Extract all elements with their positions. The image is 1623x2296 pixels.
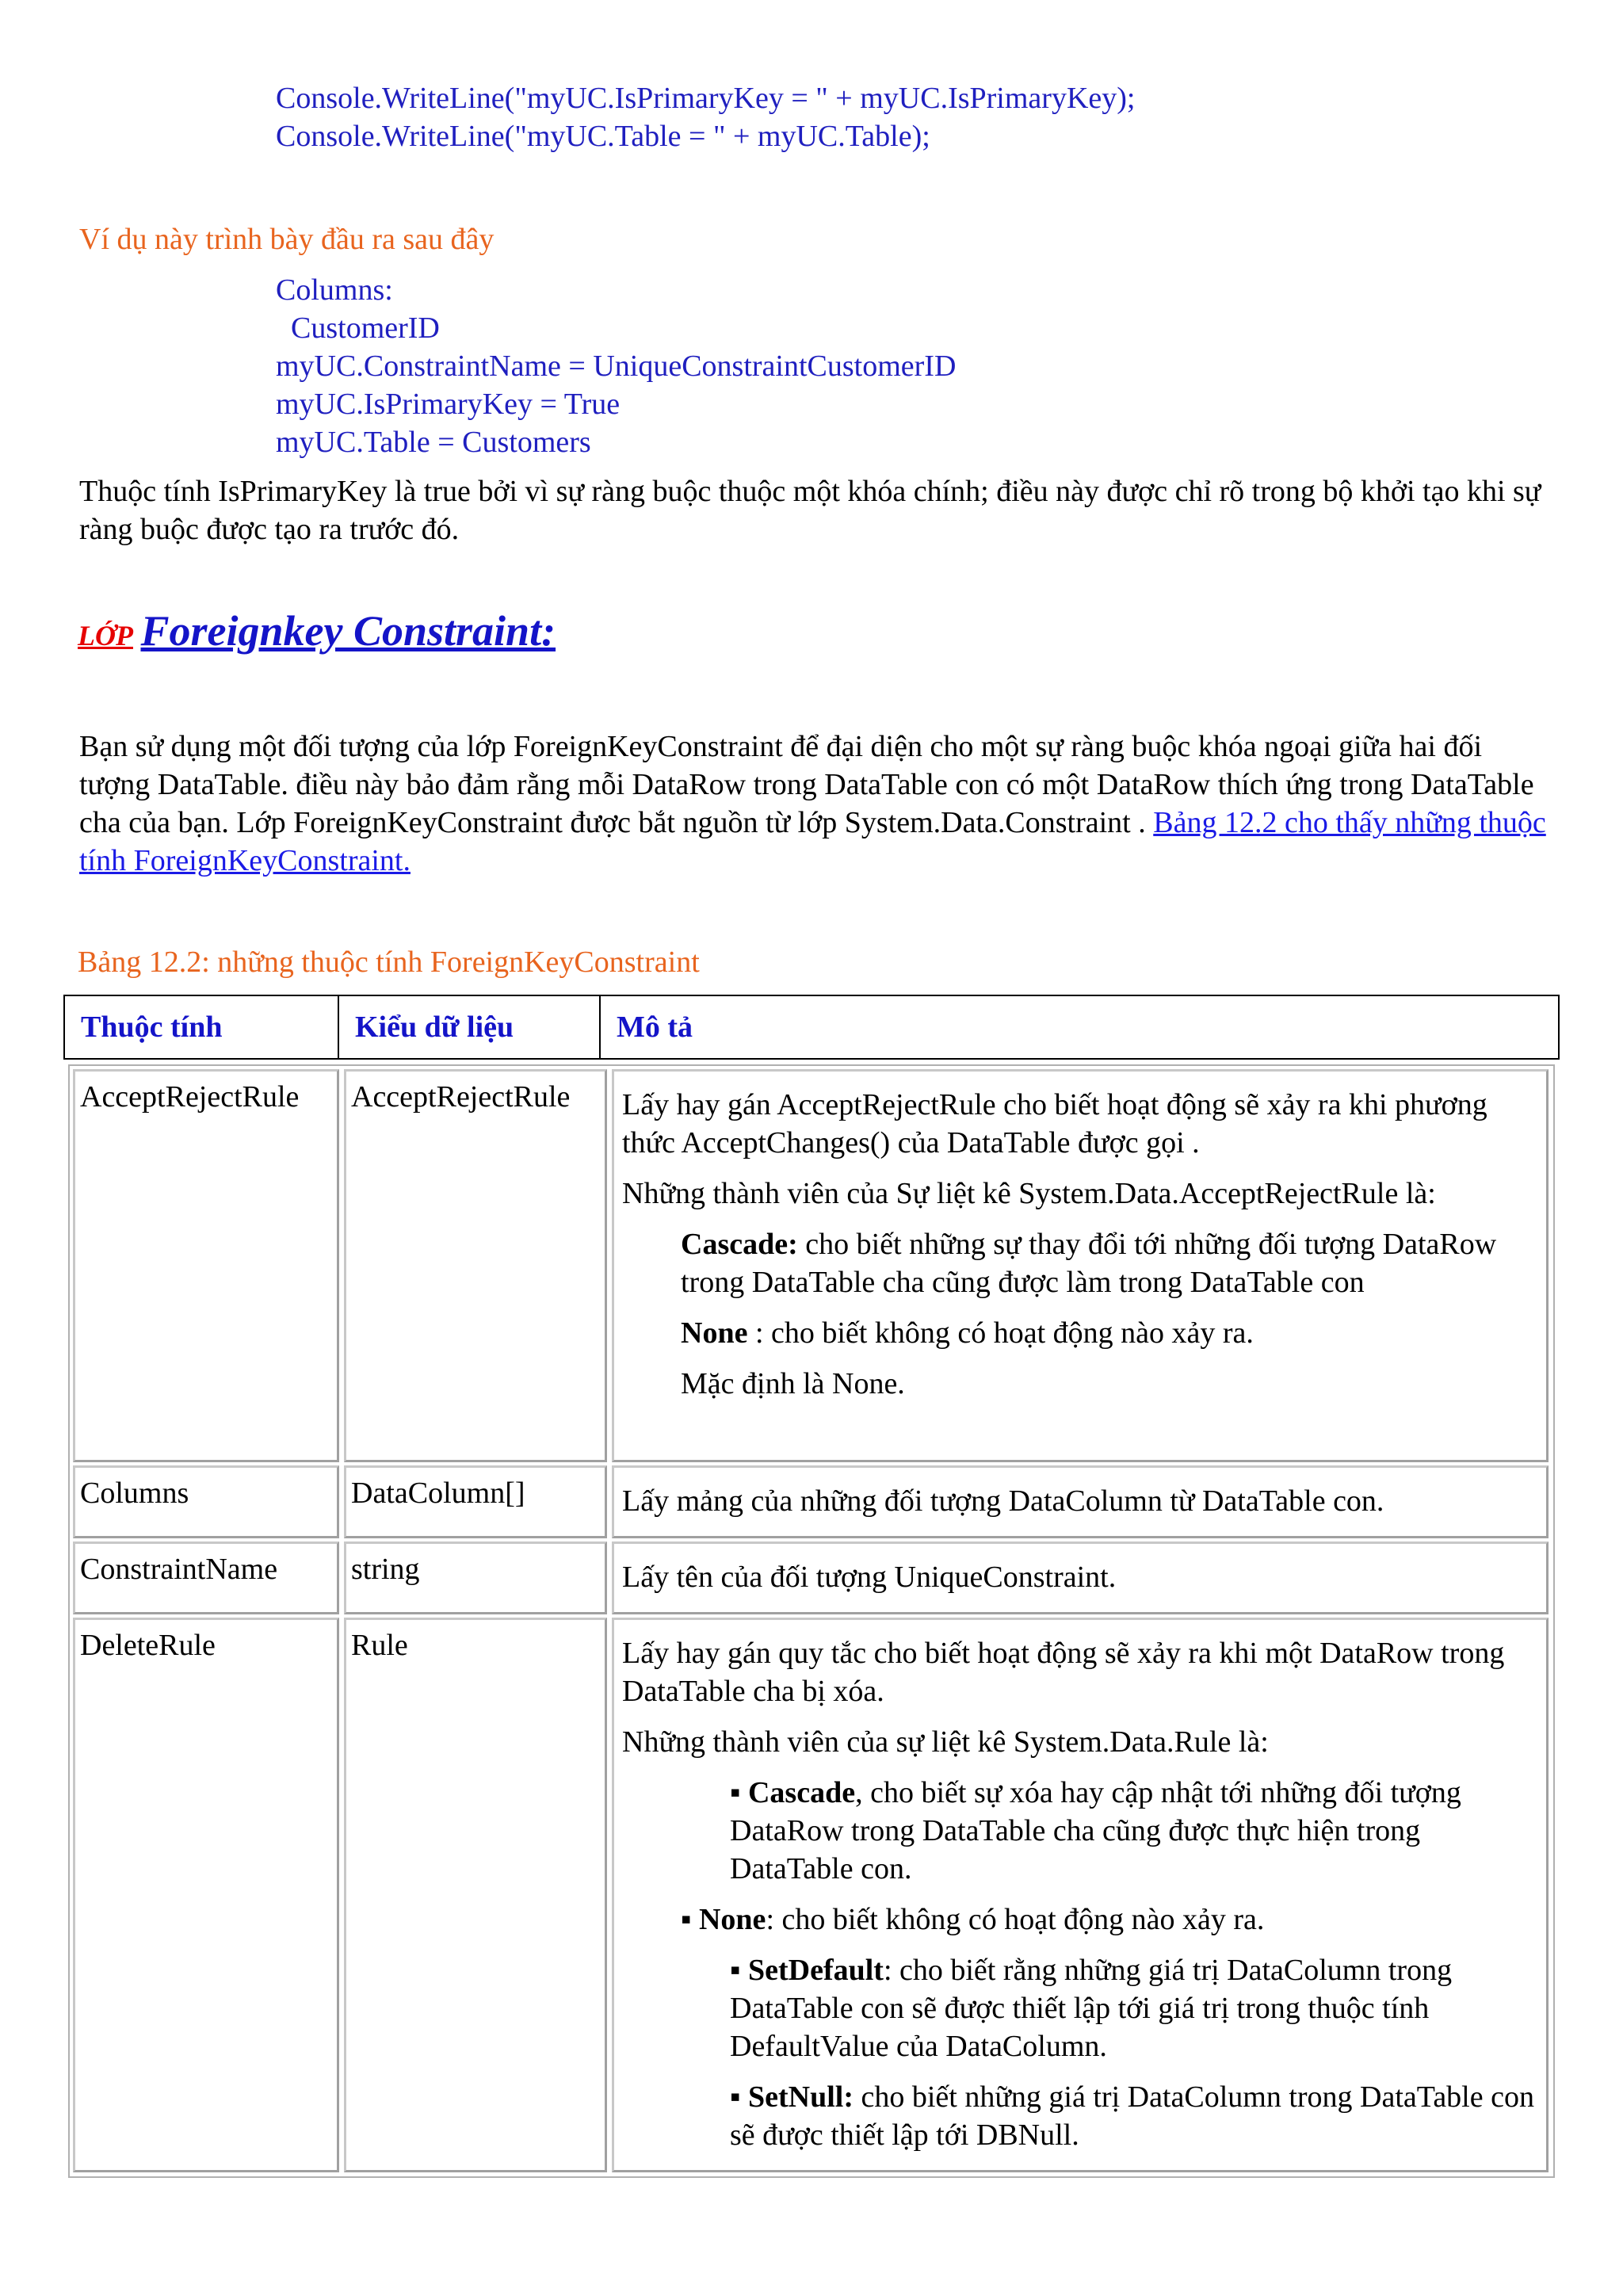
header-type: Kiểu dữ liệu — [339, 996, 601, 1058]
member-text: : cho biết không có hoạt động nào xảy ra. — [747, 1316, 1254, 1350]
intro-paragraph — [79, 728, 1553, 880]
member-none — [622, 1314, 1538, 1352]
cell-property: ConstraintName — [73, 1541, 339, 1614]
output-line: Columns: — [276, 273, 393, 307]
explain-paragraph: Thuộc tính IsPrimaryKey là true bởi vì sự ràng buộc thuộc một khóa chính; điều này được chỉ rõ trong bộ khởi tạo khi sự ràng buộc được tạo ra trước đó. — [79, 475, 1541, 546]
code-line: Console.WriteLine("myUC.Table = " + myUC.Table); — [276, 120, 930, 153]
desc-text: Lấy hay gán AcceptRejectRule cho biết hoạt động sẽ xảy ra khi phương thức AcceptChanges() của DataTable được gọi . — [622, 1088, 1487, 1159]
cell-description — [612, 1069, 1549, 1462]
table-row — [70, 1069, 1553, 1462]
bullet-icon: ▪ — [681, 1903, 699, 1936]
output-line: myUC.Table = Customers — [276, 426, 591, 459]
cell-description: Lấy mảng của những đối tượng DataColumn từ DataTable con. — [612, 1465, 1549, 1538]
bullet-icon: ▪ — [730, 1954, 748, 1987]
output-intro: Ví dụ này trình bày đầu ra sau đây — [79, 223, 495, 256]
desc-text: Lấy hay gán quy tắc cho biết hoạt động sẽ xảy ra khi một DataRow trong DataTable cha bị xóa. — [622, 1637, 1505, 1708]
member-term: SetDefault — [747, 1954, 884, 1987]
member-term: Cascade: — [681, 1228, 798, 1261]
member-setnull — [622, 2078, 1538, 2154]
output-line: CustomerID — [276, 311, 440, 345]
intro-text: Bạn sử dụng một đối tượng của lớp ForeignKeyConstraint để đại diện cho một sự ràng buộc khóa ngoại giữa hai đối tượng DataTable. điều này bảo đảm rằng mỗi DataRow trong DataTable con có một DataRow thích ứng trong DataTable cha của bạn. Lớp ForeignKeyConstraint được bắt nguồn từ lớp System.Data.Constraint . — [79, 730, 1534, 839]
bullet-icon: ▪ — [730, 2080, 748, 2114]
cell-type: AcceptRejectRule — [344, 1069, 607, 1462]
table-caption: Bảng 12.2: những thuộc tính ForeignKeyConstraint — [78, 946, 700, 979]
output-line: myUC.IsPrimaryKey = True — [276, 388, 621, 421]
cell-property: Columns — [73, 1465, 339, 1538]
member-text: cho biết những sự thay đổi tới những đối tượng DataRow trong DataTable cha cũng được làm trong DataTable con — [681, 1228, 1497, 1299]
cell-property: DeleteRule — [73, 1618, 339, 2172]
member-text: : cho biết không có hoạt động nào xảy ra. — [766, 1903, 1265, 1936]
cell-description: Lấy tên của đối tượng UniqueConstraint. — [612, 1541, 1549, 1614]
output-line: myUC.ConstraintName = UniqueConstraintCustomerID — [276, 350, 957, 383]
code-line: Console.WriteLine("myUC.IsPrimaryKey = " + myUC.IsPrimaryKey); — [276, 82, 1136, 115]
section-title: Foreignkey Constraint: — [140, 607, 556, 655]
table-header — [63, 995, 1560, 1060]
member-none — [622, 1901, 1538, 1939]
cell-type: Rule — [344, 1618, 607, 2172]
header-property: Thuộc tính — [65, 996, 339, 1058]
members-intro: Những thành viên của Sự liệt kê System.Data.AcceptRejectRule là: — [622, 1177, 1436, 1210]
members-intro: Những thành viên của sự liệt kê System.Data.Rule là: — [622, 1725, 1269, 1759]
table-row — [70, 1618, 1553, 2172]
member-term: None — [681, 1316, 748, 1350]
cell-type: string — [344, 1541, 607, 1614]
section-prefix: LỚP — [78, 620, 133, 651]
cell-property: AcceptRejectRule — [73, 1069, 339, 1462]
header-description: Mô tả — [617, 1010, 693, 1044]
cell-description — [612, 1618, 1549, 2172]
member-text: : cho biết rằng những giá trị DataColumn trong DataTable con sẽ được thiết lập tới giá trị trong thuộc tính DefaultValue của DataColumn. — [730, 1954, 1453, 2063]
bullet-icon: ▪ — [730, 1776, 748, 1809]
table-row — [70, 1541, 1553, 1614]
member-term: SetNull: — [747, 2080, 854, 2114]
member-term: None — [698, 1903, 766, 1936]
table-body — [68, 1064, 1555, 2178]
member-setdefault — [622, 1951, 1538, 2065]
table-link[interactable]: Bảng 12.2 cho thấy những thuộc tính ForeignKeyConstraint. — [79, 806, 1546, 877]
member-term: Cascade — [747, 1776, 856, 1809]
section-heading — [78, 607, 556, 655]
member-text: cho biết những giá trị DataColumn trong DataTable con sẽ được thiết lập tới DBNull. — [730, 2080, 1534, 2152]
cell-type: DataColumn[] — [344, 1465, 607, 1538]
default-note: Mặc định là None. — [681, 1367, 905, 1400]
member-text: , cho biết sự xóa hay cập nhật tới những đối tượng DataRow trong DataTable cha cũng được thực hiện trong DataTable con. — [730, 1776, 1461, 1885]
member-cascade — [622, 1225, 1538, 1301]
table-row — [70, 1465, 1553, 1538]
member-cascade — [622, 1774, 1538, 1888]
